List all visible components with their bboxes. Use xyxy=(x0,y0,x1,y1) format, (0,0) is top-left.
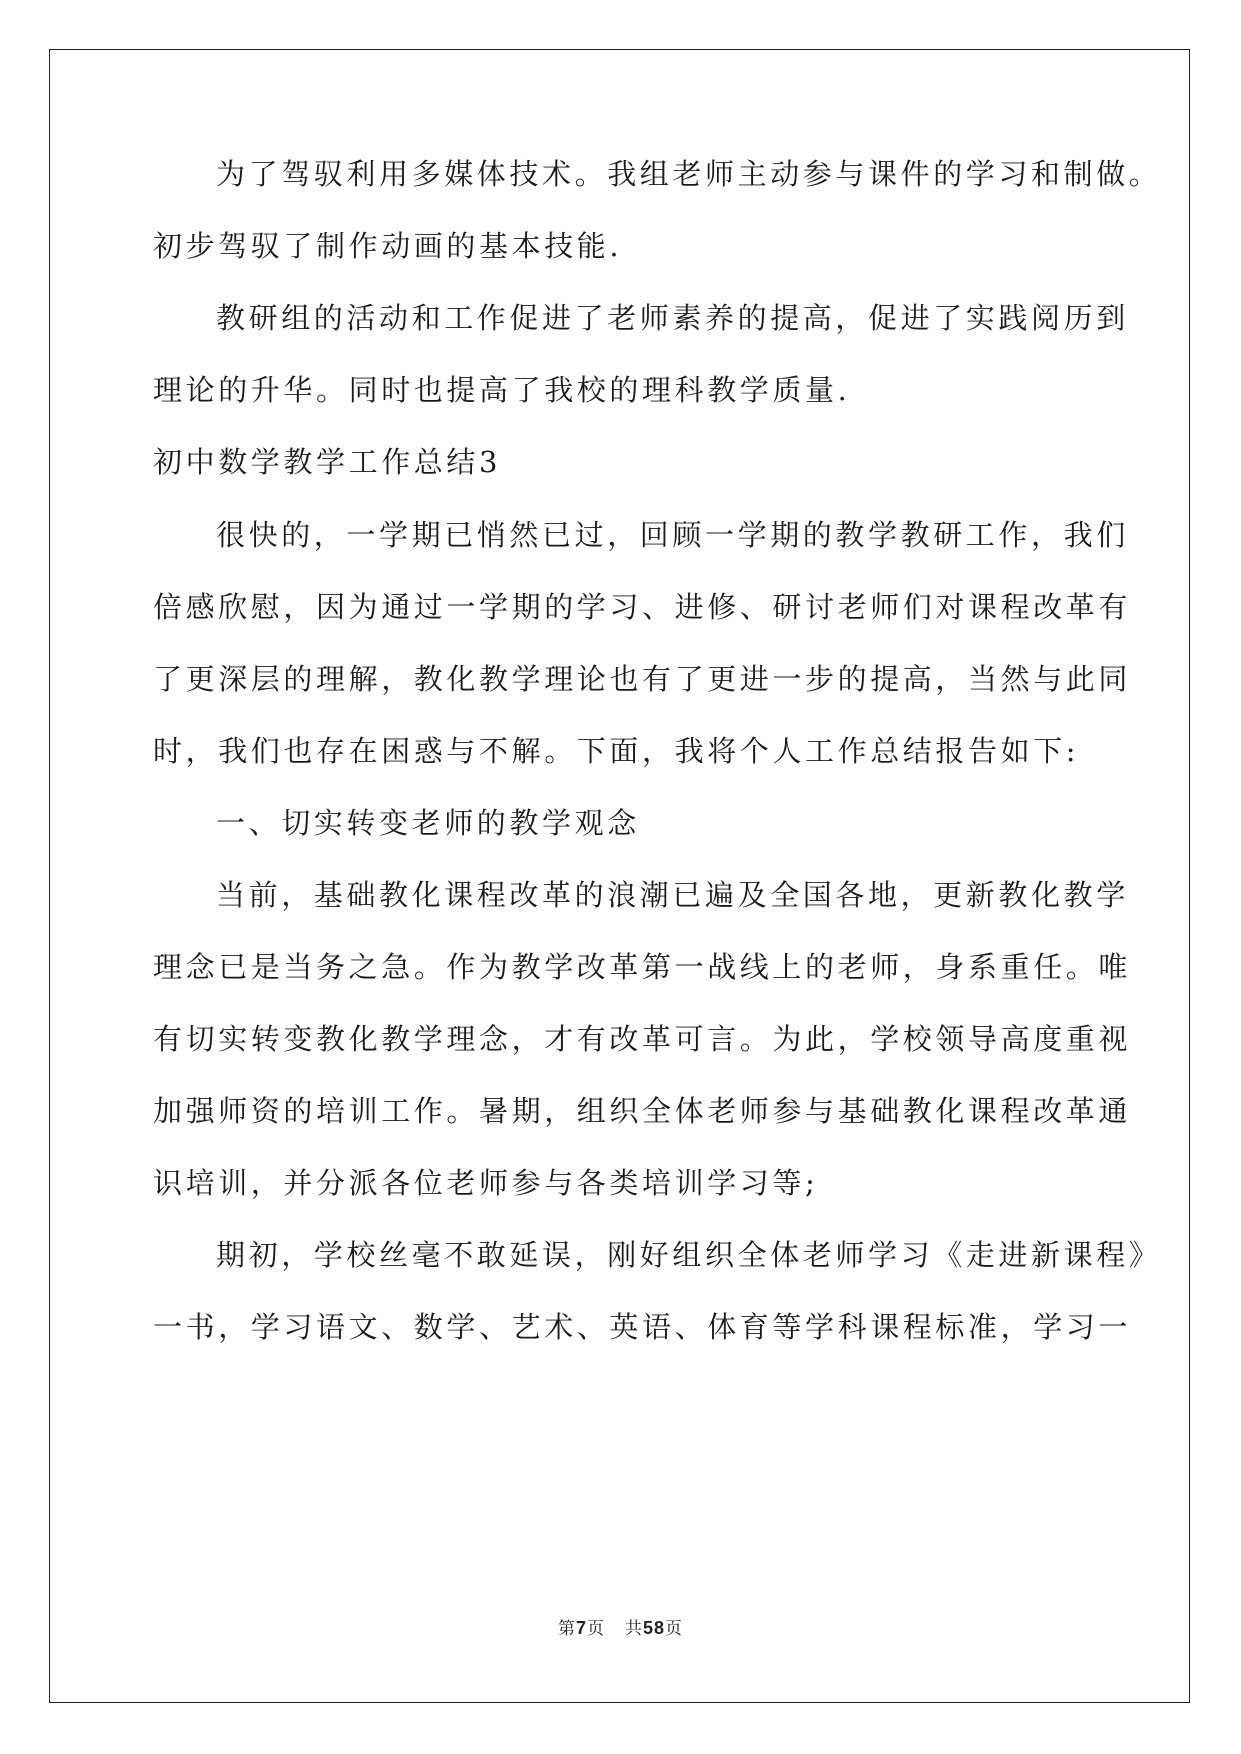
paragraph-line: 识培训，并分派各位老师参与各类培训学习等; xyxy=(153,1166,819,1200)
paragraph-line: 期初，学校丝毫不敢延误，刚好组织全体老师学习《走进新课程》 xyxy=(216,1238,1162,1272)
paragraph-line: 为了驾驭利用多媒体技术。我组老师主动参与课件的学习和制做。 xyxy=(216,157,1162,191)
section-heading: 初中数学教学工作总结3 xyxy=(153,445,502,479)
paragraph-line: 很快的，一学期已悄然已过，回顾一学期的教学教研工作，我们 xyxy=(216,518,1129,552)
subheading: 一、切实转变老师的教学观念 xyxy=(216,806,640,840)
footer-prefix: 第 xyxy=(557,1619,576,1639)
paragraph-line: 一书，学习语文、数学、艺术、英语、体育等学科课程标准，学习一 xyxy=(153,1310,1132,1344)
paragraph-line: 教研组的活动和工作促进了老师素养的提高，促进了实践阅历到 xyxy=(216,301,1129,335)
footer-page-unit: 页 xyxy=(586,1619,605,1639)
paragraph-line: 理念已是当务之急。作为教学改革第一战线上的老师，身系重任。唯 xyxy=(153,950,1132,984)
paragraph-line: 倍感欣慰，因为通过一学期的学习、进修、研讨老师们对课程改革有 xyxy=(153,590,1132,624)
paragraph-line: 当前，基础教化课程改革的浪潮已遍及全国各地，更新教化教学 xyxy=(216,878,1129,912)
paragraph-line: 有切实转变教化教学理念，才有改革可言。为此，学校领导高度重视 xyxy=(153,1022,1132,1056)
paragraph-line: 时，我们也存在困惑与不解。下面，我将个人工作总结报告如下: xyxy=(153,734,1080,768)
current-page-number: 7 xyxy=(575,1618,587,1638)
page-footer xyxy=(0,1614,1241,1639)
paragraph-line: 理论的升华。同时也提高了我校的理科教学质量. xyxy=(153,373,851,407)
total-page-count: 58 xyxy=(642,1618,666,1638)
footer-total-prefix: 共 xyxy=(624,1619,643,1639)
paragraph-line: 加强师资的培训工作。暑期，组织全体老师参与基础教化课程改革通 xyxy=(153,1094,1132,1128)
footer-total-unit: 页 xyxy=(665,1619,684,1639)
paragraph-line: 初步驾驭了制作动画的基本技能. xyxy=(153,229,623,263)
paragraph-line: 了更深层的理解，教化教学理论也有了更进一步的提高，当然与此同 xyxy=(153,662,1132,696)
